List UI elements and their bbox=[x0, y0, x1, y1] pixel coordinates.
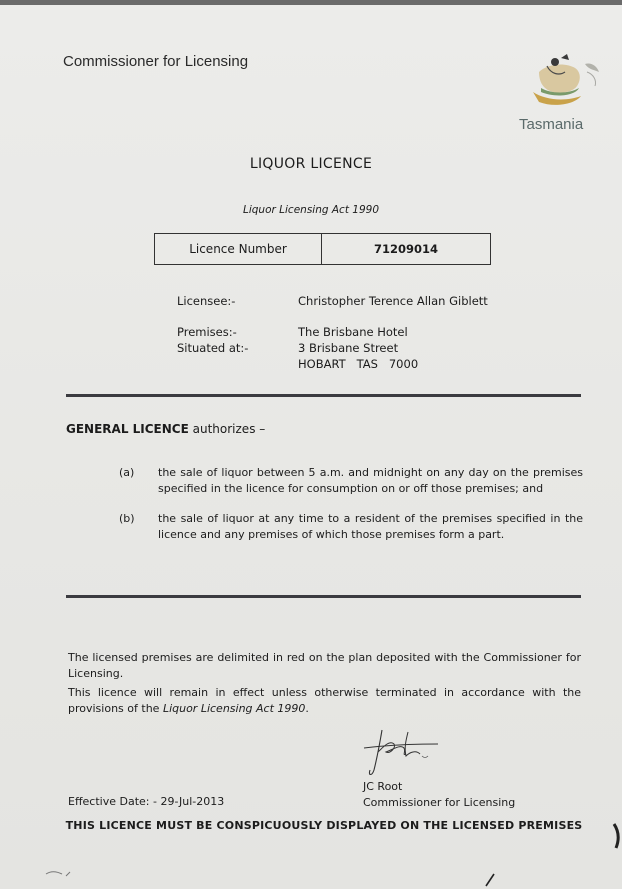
effect-note-act: Liquor Licensing Act 1990 bbox=[162, 702, 306, 715]
signer-title: Commissioner for Licensing bbox=[363, 796, 516, 809]
document-title: LIQUOR LICENCE bbox=[249, 156, 373, 172]
premises-name: The Brisbane Hotel bbox=[298, 325, 408, 339]
effect-note-suffix: . bbox=[305, 702, 309, 715]
edge-mark bbox=[610, 822, 622, 852]
premises-street: 3 Brisbane Street bbox=[298, 341, 399, 355]
effective-date: Effective Date: - 29-Jul-2013 bbox=[68, 795, 225, 808]
licence-number-label: Licence Number bbox=[155, 234, 322, 264]
licence-number-value: 71209014 bbox=[373, 242, 438, 256]
general-licence-heading bbox=[66, 422, 265, 436]
general-licence-suffix: authorizes – bbox=[188, 422, 266, 436]
agency-name: Commissioner for Licensing bbox=[63, 53, 249, 70]
item-marker: (b) bbox=[119, 512, 135, 525]
general-licence-title: GENERAL LICENCE bbox=[66, 422, 189, 436]
effect-note-prefix: This licence will remain in effect unless otherwise terminated in accordance with the provisions of the bbox=[68, 686, 581, 715]
logo-text: Tasmania bbox=[519, 116, 584, 133]
signer-name: JC Root bbox=[363, 780, 403, 793]
premises-label: Premises:- bbox=[177, 325, 237, 339]
effect-note bbox=[68, 685, 581, 717]
licensee-value: Christopher Terence Allan Giblett bbox=[298, 294, 488, 308]
tasmania-logo bbox=[517, 52, 609, 134]
premises-city: HOBART TAS 7000 bbox=[298, 357, 419, 371]
divider-bottom bbox=[66, 595, 581, 598]
licensee-label: Licensee:- bbox=[177, 294, 236, 308]
item-text: the sale of liquor at any time to a resident of the premises specified in the licence and any premises of which those premises form a part. bbox=[158, 512, 583, 541]
delimited-note: The licensed premises are delimited in red on the plan deposited with the Commissioner for Licensing. bbox=[68, 651, 581, 680]
signature-mark bbox=[360, 726, 446, 778]
display-notice: THIS LICENCE MUST BE CONSPICUOUSLY DISPLAYED ON THE LICENSED PREMISES bbox=[65, 819, 583, 832]
item-text: the sale of liquor between 5 a.m. and midnight on any day on the premises specified in the licence for consumption on or off those premises; and bbox=[158, 466, 583, 495]
divider-top bbox=[66, 394, 581, 397]
item-marker: (a) bbox=[119, 466, 135, 479]
signatory-block bbox=[363, 779, 515, 811]
ink-mark bbox=[44, 866, 74, 880]
ink-mark bbox=[484, 872, 498, 888]
top-edge bbox=[0, 0, 622, 5]
licence-number-box bbox=[154, 233, 491, 265]
tasmanian-devil-icon bbox=[525, 52, 603, 114]
act-title: Liquor Licensing Act 1990 bbox=[243, 204, 379, 216]
situated-label: Situated at:- bbox=[177, 341, 249, 355]
